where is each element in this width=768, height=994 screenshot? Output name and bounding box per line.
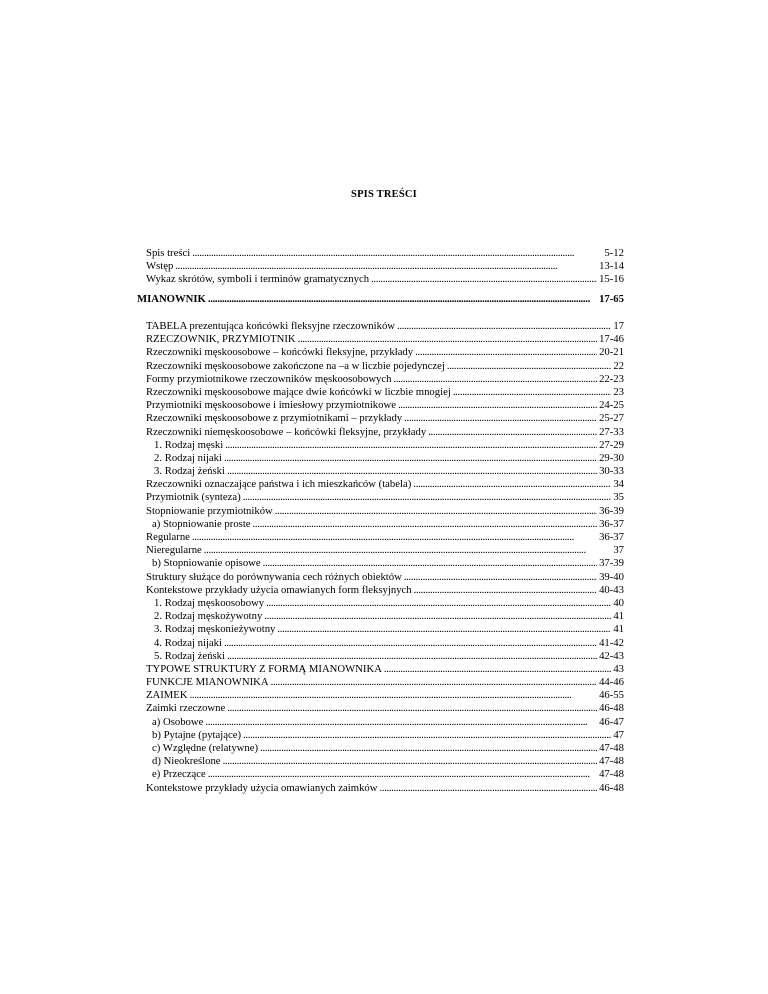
toc-entry-label: b) Stopniowanie opisowe xyxy=(152,557,261,570)
toc-entry-label: Rzeczowniki niemęskoosobowe – końcówki fleksyjne, przykłady xyxy=(146,425,427,438)
toc-entry-page: 36-37 xyxy=(599,531,624,543)
dot-leader xyxy=(371,273,597,286)
toc-row[interactable] xyxy=(146,571,624,584)
toc-entry-page: 30-33 xyxy=(599,465,624,478)
toc-row[interactable] xyxy=(146,716,624,729)
toc-row[interactable] xyxy=(146,360,624,373)
dot-leader xyxy=(271,676,597,689)
toc-entry-page: 41 xyxy=(613,623,624,636)
dot-leader xyxy=(404,571,597,584)
toc-entry-label: e) Przeczące xyxy=(152,768,206,781)
dot-leader xyxy=(243,729,611,742)
dot-leader xyxy=(447,360,611,373)
toc-entry-label: Rzeczowniki męskoosobowe mające dwie końcówki w liczbie mnogiej xyxy=(146,385,451,398)
toc-entry-page: 47-48 xyxy=(599,742,624,754)
dot-leader xyxy=(393,373,597,386)
toc-row[interactable] xyxy=(146,465,624,478)
toc-entry-label: c) Względne (relatywne) xyxy=(152,742,259,754)
toc-row[interactable] xyxy=(146,439,624,452)
toc-row[interactable] xyxy=(146,505,624,518)
toc-section-row[interactable] xyxy=(137,293,624,306)
toc-entry-label: a) Osobowe xyxy=(152,715,204,728)
toc-row[interactable] xyxy=(146,768,624,781)
dot-leader xyxy=(227,650,597,663)
dot-leader xyxy=(277,623,611,636)
toc-entry-label: b) Pytajne (pytające) xyxy=(152,728,242,741)
toc-entry-label: TYPOWE STRUKTURY Z FORMĄ MIANOWNIKA xyxy=(146,662,382,675)
dot-leader xyxy=(264,610,611,623)
toc-entry-label: Przymiotniki męskoosobowe i imiesłowy przymiotnikowe xyxy=(146,399,396,412)
toc-row[interactable] xyxy=(146,689,624,702)
toc-entry-page: 39-40 xyxy=(599,570,624,583)
dot-leader xyxy=(190,689,598,702)
toc-entry-page: 47-48 xyxy=(599,768,624,781)
toc-entry-label: Struktury służące do porównywania cech różnych obiektów xyxy=(146,570,402,583)
toc-entry-page: 24-25 xyxy=(599,399,624,412)
toc-entry-label: TABELA prezentująca końcówki fleksyjne rzeczowników xyxy=(146,320,396,332)
toc-entry-label: Spis treści xyxy=(146,247,191,259)
toc-entry-label: Wykaz skrótów, symboli i terminów gramatycznych xyxy=(146,273,370,286)
toc-row[interactable] xyxy=(146,623,624,636)
toc-row[interactable] xyxy=(146,650,624,663)
toc-entry-page: 42-43 xyxy=(599,649,624,662)
toc-entry-page: 46-48 xyxy=(599,702,624,715)
dot-leader xyxy=(225,439,597,452)
toc-row[interactable] xyxy=(146,557,624,570)
toc-entry-label: 2. Rodzaj męskożywotny xyxy=(154,610,263,623)
toc-row[interactable] xyxy=(146,531,624,544)
dot-leader xyxy=(428,426,597,439)
toc-row[interactable] xyxy=(146,610,624,623)
toc-entry-label: a) Stopniowanie proste xyxy=(152,517,251,530)
toc-row[interactable] xyxy=(146,544,624,557)
dot-leader xyxy=(208,768,597,781)
dot-leader xyxy=(224,637,597,650)
toc-entry-page: 23 xyxy=(613,385,624,398)
dot-leader xyxy=(192,531,597,544)
toc-entry-label: ZAIMEK xyxy=(146,689,188,702)
toc-entry-label: 5. Rodzaj żeński xyxy=(154,649,225,662)
toc-entry-page: 41-42 xyxy=(599,636,624,649)
dot-leader xyxy=(205,716,597,729)
dot-leader xyxy=(404,412,597,425)
dot-leader xyxy=(224,452,597,465)
toc-entry-label: Wstęp xyxy=(146,260,174,273)
dot-leader xyxy=(415,346,597,359)
toc-row[interactable] xyxy=(146,426,624,439)
toc-entry-page: 34 xyxy=(613,478,624,491)
dot-leader xyxy=(398,399,597,412)
toc-entry-label: 3. Rodzaj męskonieżywotny xyxy=(154,623,276,636)
toc-entry-label: FUNKCJE MIANOWNIKA xyxy=(146,676,269,689)
toc-entry-page: 40 xyxy=(613,596,624,609)
toc-row[interactable] xyxy=(146,584,624,597)
toc-entry-label: Nieregularne xyxy=(146,544,202,557)
toc-row[interactable] xyxy=(146,742,624,755)
toc-entry-label: RZECZOWNIK, PRZYMIOTNIK xyxy=(146,333,296,346)
toc-entry-label: Rzeczowniki męskoosobowe zakończone na –a w liczbie pojedynczej xyxy=(146,359,445,372)
dot-leader xyxy=(263,557,597,570)
toc-row[interactable] xyxy=(146,346,624,359)
dot-leader xyxy=(298,333,597,346)
toc-entry-label: Rzeczowniki oznaczające państwa i ich mieszkańców (tabela) xyxy=(146,478,412,491)
toc-row[interactable] xyxy=(146,260,624,273)
toc-entry-page: 35 xyxy=(613,491,624,504)
toc-entry-page: 29-30 xyxy=(599,451,624,464)
toc-entry-label: Zaimki rzeczowne xyxy=(146,702,226,715)
toc-entry-page: 17-46 xyxy=(599,333,624,346)
toc-row[interactable] xyxy=(146,518,624,531)
toc-entry-page: 46-48 xyxy=(599,781,624,794)
toc-section-heading xyxy=(137,293,624,306)
toc-entry-page: 41 xyxy=(613,610,624,623)
toc-entry-page: 27-29 xyxy=(599,438,624,451)
toc-entry-label: Regularne xyxy=(146,531,190,543)
toc-row[interactable] xyxy=(146,637,624,650)
toc-entry-label: 3. Rodzaj żeński xyxy=(154,465,225,478)
toc-entry-label: 1. Rodzaj męskoosobowy xyxy=(154,596,265,609)
page-title: SPIS TREŚCI xyxy=(351,189,417,200)
toc-entry-page: 22-23 xyxy=(599,372,624,385)
dot-leader xyxy=(275,505,597,518)
toc-entry-label: Stopniowanie przymiotników xyxy=(146,504,273,517)
toc-row[interactable] xyxy=(146,676,624,689)
toc-row[interactable] xyxy=(146,663,624,676)
dot-leader xyxy=(227,702,597,715)
toc-entry-label: Formy przymiotnikowe rzeczowników męskoosobowych xyxy=(146,372,392,385)
toc-entry-label: 4. Rodzaj nijaki xyxy=(154,636,222,649)
dot-leader xyxy=(192,247,602,260)
toc-row[interactable] xyxy=(146,399,624,412)
toc-entry-label: Rzeczowniki męskoosobowe z przymiotnikami – przykłady xyxy=(146,412,403,425)
toc-entry-page: 43 xyxy=(613,662,624,675)
toc-row[interactable] xyxy=(146,597,624,610)
toc-entries xyxy=(146,320,624,795)
section-label: MIANOWNIK xyxy=(137,293,206,305)
toc-entry-page: 36-39 xyxy=(599,504,624,517)
dot-leader xyxy=(204,544,612,557)
toc-entry-page: 22 xyxy=(613,359,624,372)
dot-leader xyxy=(260,742,597,755)
toc-entry-label: Kontekstowe przykłady użycia omawianych zaimków xyxy=(146,781,378,794)
dot-leader xyxy=(453,386,612,399)
dot-leader xyxy=(384,663,611,676)
dot-leader xyxy=(243,491,612,504)
dot-leader xyxy=(175,260,597,273)
toc-entry-label: 2. Rodzaj nijaki xyxy=(154,451,222,464)
toc-entry-page: 46-55 xyxy=(599,689,624,702)
toc-row[interactable] xyxy=(146,478,624,491)
toc-front-matter xyxy=(146,247,624,287)
toc-entry-page: 37 xyxy=(613,544,624,557)
dot-leader xyxy=(208,293,597,306)
dot-leader xyxy=(253,518,598,531)
dot-leader xyxy=(223,755,598,768)
toc-entry-page: 46-47 xyxy=(599,715,624,728)
dot-leader xyxy=(397,320,611,333)
toc-row[interactable] xyxy=(146,755,624,768)
dot-leader xyxy=(266,597,611,610)
dot-leader xyxy=(380,782,598,795)
toc-entry-label: 1. Rodzaj męski xyxy=(154,438,224,451)
toc-entry-page: 13-14 xyxy=(599,260,624,273)
section-page: 17-65 xyxy=(599,293,624,305)
dot-leader xyxy=(227,465,597,478)
toc-entry-page: 44-46 xyxy=(599,676,624,689)
toc-entry-page: 27-33 xyxy=(599,425,624,438)
dot-leader xyxy=(414,584,597,597)
toc-entry-page: 17 xyxy=(613,320,624,332)
toc-entry-label: Rzeczowniki męskoosobowe – końcówki fleksyjne, przykłady xyxy=(146,346,414,359)
toc-row[interactable] xyxy=(146,729,624,742)
toc-entry-label: Kontekstowe przykłady użycia omawianych form fleksyjnych xyxy=(146,583,412,596)
toc-row[interactable] xyxy=(146,247,624,260)
toc-row[interactable] xyxy=(146,320,624,333)
toc-row[interactable] xyxy=(146,452,624,465)
toc-entry-page: 37-39 xyxy=(599,557,624,570)
toc-entry-page: 47-48 xyxy=(599,755,624,768)
toc-entry-label: d) Nieokreślone xyxy=(152,755,221,768)
toc-row[interactable] xyxy=(146,273,624,286)
toc-entry-page: 36-37 xyxy=(599,517,624,530)
toc-row[interactable] xyxy=(146,412,624,425)
toc-entry-page: 47 xyxy=(613,728,624,741)
toc-row[interactable] xyxy=(146,373,624,386)
toc-row[interactable] xyxy=(146,386,624,399)
toc-row[interactable] xyxy=(146,333,624,346)
toc-row[interactable] xyxy=(146,491,624,504)
toc-entry-label: Przymiotnik (synteza) xyxy=(146,491,241,504)
toc-entry-page: 20-21 xyxy=(599,346,624,359)
toc-entry-page: 40-43 xyxy=(599,583,624,596)
toc-row[interactable] xyxy=(146,782,624,795)
toc-entry-page: 5-12 xyxy=(604,247,624,259)
dot-leader xyxy=(413,478,611,491)
toc-entry-page: 25-27 xyxy=(599,412,624,425)
toc-row[interactable] xyxy=(146,702,624,715)
toc-entry-page: 15-16 xyxy=(599,273,624,286)
